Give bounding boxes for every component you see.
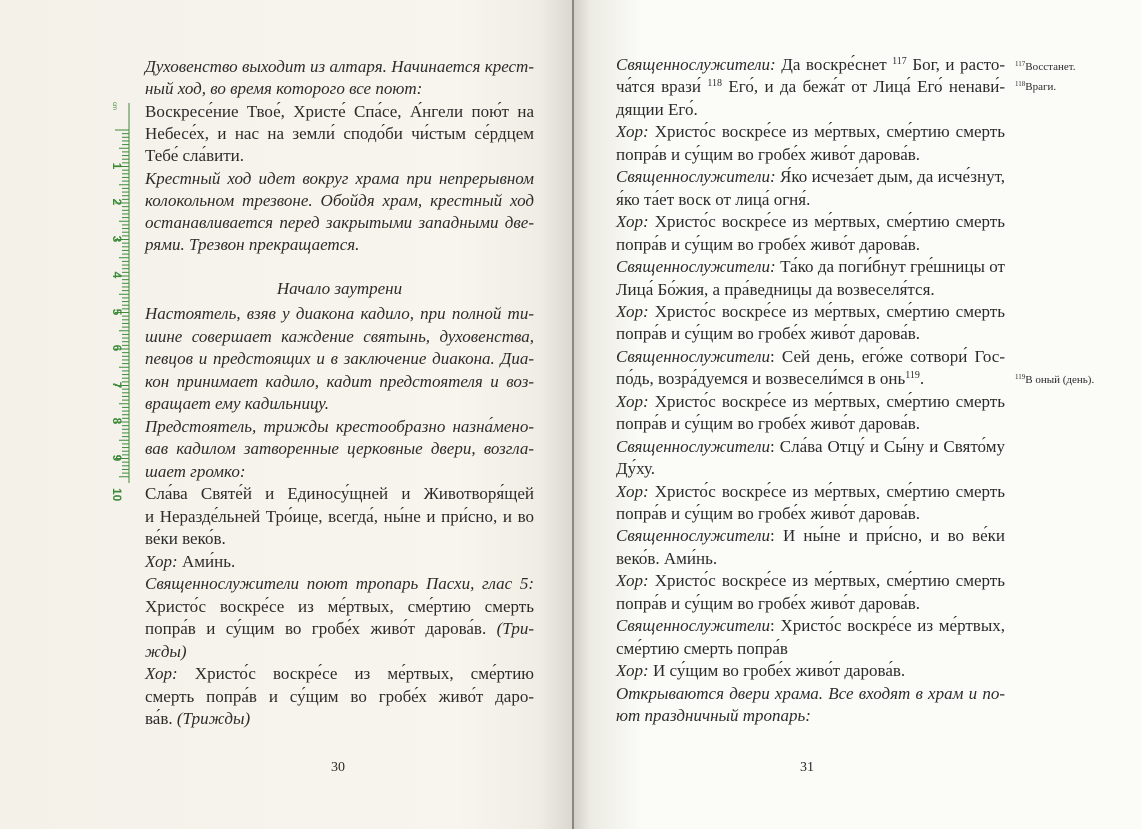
text-segment: Тебе́ сла́вити.	[145, 146, 244, 166]
footnote-ref: 118	[707, 78, 723, 90]
text-segment: Та́ко да поги́бнут гре́шницы от	[775, 257, 1005, 277]
left-text-line	[145, 663, 534, 685]
text-segment: Небесе́х, и нас на земли́ сподо́би чи́стым се́рдцем	[145, 123, 534, 143]
rubric-text: Священнослужители	[616, 526, 771, 546]
left-text-line	[145, 190, 534, 212]
margin-footnote	[1015, 60, 1075, 74]
left-text-line	[145, 438, 534, 460]
right-text-line	[616, 503, 1005, 525]
text-segment: Я́ко исчеза́ет дым, да исче́знут,	[775, 167, 1005, 187]
text-segment: попра́в и су́щим во гробе́х живо́т дарова́в.	[616, 504, 921, 523]
footnote-text: Враги.	[1025, 81, 1057, 93]
right-text-line	[616, 189, 1005, 211]
left-text-line	[145, 416, 534, 438]
text-segment: попра́в и су́щим во гробе́х живо́т дарова́в.	[616, 234, 921, 254]
text-segment: ве́ки веко́в.	[145, 529, 226, 548]
footnote-ref: 117	[892, 56, 907, 67]
book-gutter	[572, 0, 574, 829]
rubric-text: Крестный ход идет вокруг храма при непрерывном	[145, 168, 534, 188]
rubric-text: Священнослужители поют тропарь Пасхи, глас 5:	[145, 574, 534, 593]
right-text-line	[616, 144, 1005, 166]
right-text-line	[616, 368, 1005, 390]
right-text-line	[616, 166, 1005, 188]
left-text-line	[145, 573, 534, 595]
right-text-line	[616, 346, 1005, 368]
ruler-unit: cm	[111, 102, 117, 110]
rubric-text: Хор:	[616, 122, 649, 142]
right-text-line	[616, 481, 1005, 503]
text-segment: попра́в и су́щим во гробе́х живо́т дарова́в.	[616, 144, 921, 164]
margin-footnote	[1015, 373, 1094, 387]
text-segment: Его́, и да бежа́т от Лица́ Его́ ненави́-	[722, 77, 1005, 97]
right-text-line	[616, 593, 1005, 615]
ruler-label: 2	[110, 198, 124, 206]
left-text-line	[145, 596, 534, 618]
rubric-text: Настоятель, взяв у диакона кадило, при полной ти-	[145, 304, 534, 323]
ruler-label: 4	[110, 271, 124, 279]
rubric-text: вав кадилом затворенные церковные двери, возгла-	[145, 439, 534, 458]
left-text-line	[145, 618, 534, 640]
rubric-text: шине совершает каждение святынь, духовенства,	[145, 326, 534, 346]
left-text-line	[145, 348, 534, 370]
text-segment: Сла́ва Святе́й и Единосу́щней и Животворя́щей	[145, 484, 534, 503]
right-text-line	[616, 548, 1005, 570]
left-text-line	[145, 212, 534, 234]
rubric-text: Духовенство выходит из алтаря. Начинается крест-	[145, 57, 534, 76]
text-segment: Христо́с воскре́се из ме́ртвых, сме́ртию смерть	[648, 122, 1005, 142]
left-text-line	[145, 641, 534, 663]
text-segment: Христо́с воскре́се из ме́ртвых, сме́ртию смерть	[648, 212, 1005, 232]
rubric-text: жды)	[145, 641, 187, 661]
text-segment: ва́в.	[145, 709, 177, 728]
text-segment: попра́в и су́щим во гробе́х живо́т дарова́в.	[145, 619, 497, 638]
rubric-text: Священнослужители	[616, 436, 771, 456]
text-segment: по́дь, возра́дуемся и возвесели́мся в онь	[616, 369, 906, 389]
right-text-line	[616, 99, 1005, 121]
text-segment: дящии Его́.	[616, 99, 698, 119]
text-segment: Ами́нь.	[177, 551, 236, 571]
ruler-label: 9	[110, 454, 124, 461]
left-text-line	[145, 326, 534, 348]
right-text-line	[616, 256, 1005, 278]
right-text-line	[616, 76, 1005, 98]
rubric-text: Хор:	[145, 551, 178, 571]
text-segment: Лица́ Бо́жия, а пра́ведницы да возвеселя́тся.	[616, 279, 935, 299]
text-segment: ча́тся врази́	[616, 77, 708, 97]
rubric-text: рями. Трезвон прекращается.	[145, 235, 360, 255]
left-text-line	[145, 234, 534, 256]
right-text-line	[616, 121, 1005, 143]
right-text-line	[616, 570, 1005, 592]
ruler-label: 6	[110, 344, 124, 352]
page-number-right: 31	[800, 760, 814, 775]
right-text-line	[616, 615, 1005, 637]
right-text-line	[616, 436, 1005, 458]
right-text-line	[616, 301, 1005, 323]
text-segment: Бог, и расто-	[906, 55, 1005, 74]
left-text-line	[145, 303, 534, 325]
text-segment: Христо́с воскре́се из ме́ртвых, сме́ртию смерть	[648, 301, 1005, 321]
rubric-text: Хор:	[616, 212, 649, 232]
text-segment: я́ко та́ет воск от лица́ огня́.	[616, 189, 811, 209]
right-text-line	[616, 323, 1005, 345]
text-segment: веко́в. Ами́нь.	[616, 548, 718, 568]
left-text-line	[145, 56, 534, 78]
ruler-label: 3	[110, 235, 124, 242]
ruler-label: 5	[110, 308, 124, 315]
right-text-line	[616, 211, 1005, 233]
footnote-ref: 119	[905, 370, 920, 382]
text-segment: : И ны́не и при́сно, и во ве́ки	[770, 526, 1005, 546]
left-text-line	[145, 371, 534, 393]
footnote-text: Восстанет.	[1025, 61, 1076, 73]
right-text-line	[616, 279, 1005, 301]
right-text-line	[616, 458, 1005, 480]
text-segment: Христо́с воскре́се из ме́ртвых, сме́ртию	[177, 664, 534, 683]
rubric-text: Хор:	[145, 664, 178, 683]
left-text-line	[145, 461, 534, 483]
right-text-line	[616, 234, 1005, 256]
page-number-left: 30	[331, 760, 345, 775]
rubric-text: Священнослужители:	[616, 55, 776, 74]
right-text-line	[616, 683, 1005, 705]
text-segment: .	[919, 369, 925, 389]
rubric-text: шает громко:	[145, 461, 246, 481]
text-segment: Христо́с воскре́се из ме́ртвых, сме́ртию смерть	[145, 596, 534, 616]
rubric-text: Хор:	[616, 661, 649, 681]
rubric-text: ют праздничный тропарь:	[616, 706, 811, 726]
text-segment: Да воскре́снет	[775, 55, 893, 74]
left-text-line	[145, 101, 534, 123]
left-text-line	[145, 78, 534, 100]
rubric-text: останавливается перед закрытыми западными две-	[145, 213, 534, 233]
margin-footnote	[1015, 80, 1056, 94]
text-segment: Воскресе́ние Твое́, Христе́ Спа́се, А́нгели пою́т на	[145, 101, 534, 121]
text-segment: и Неразде́льней Тро́ице, всегда́, ны́не и при́сно, и во	[145, 506, 534, 526]
right-text-line	[616, 54, 1005, 76]
text-segment: : Сла́ва Отцу́ и Сы́ну и Свято́му	[770, 436, 1005, 456]
left-text-line	[145, 393, 534, 415]
text-segment: И су́щим во гробе́х живо́т дарова́в.	[648, 661, 906, 681]
footnote-number: 119	[1015, 373, 1026, 381]
rubric-text: Священнослужители	[616, 616, 771, 636]
left-text-line	[145, 551, 534, 573]
text-segment: попра́в и су́щим во гробе́х живо́т дарова́в.	[616, 414, 921, 434]
ruler-label: 1	[110, 162, 124, 169]
text-segment: Христо́с воскре́се из ме́ртвых, сме́ртию смерть	[648, 571, 1005, 591]
ruler-label: 7	[110, 381, 124, 388]
rubric-text: Начало заутрени	[276, 279, 403, 298]
rubric-text: Предстоятель, трижды крестообразно назна́мено-	[145, 416, 534, 436]
rubric-text: певцов и предстоящих и в заключение диакона. Диа-	[145, 349, 534, 368]
left-text-line	[145, 123, 534, 145]
text-segment: Ду́ху.	[616, 459, 655, 479]
rubric-text: (Трижды)	[176, 709, 251, 728]
left-text-line	[145, 708, 534, 730]
text-segment: попра́в и су́щим во гробе́х живо́т дарова́в.	[616, 324, 921, 344]
left-text-line	[145, 686, 534, 708]
left-text-line	[145, 506, 534, 528]
right-text-line	[616, 391, 1005, 413]
text-segment: : Сей день, его́же сотвори́ Гос-	[770, 346, 1005, 366]
rubric-text: (Три-	[496, 619, 534, 638]
left-text-line	[145, 168, 534, 190]
right-text-line	[616, 660, 1005, 682]
ruler-label: 8	[110, 417, 124, 425]
left-section-heading	[145, 278, 534, 300]
rubric-text: Хор:	[616, 481, 649, 501]
right-text-line	[616, 705, 1005, 727]
rubric-text: Хор:	[616, 301, 649, 321]
scan-ruler	[110, 102, 131, 502]
right-text-line	[616, 413, 1005, 435]
footnote-number: 118	[1015, 80, 1026, 88]
text-segment: : Христо́с воскре́се из ме́ртвых,	[770, 616, 1005, 636]
right-text-line	[616, 638, 1005, 660]
left-text-line	[145, 145, 534, 167]
text-segment: сме́ртию смерть попра́в	[616, 638, 788, 658]
rubric-text: вращает ему кадильницу.	[145, 394, 329, 413]
rubric-text: Открываются двери храма. Все входят в храм и по-	[616, 683, 1005, 703]
text-segment: попра́в и су́щим во гробе́х живо́т дарова́в.	[616, 593, 921, 613]
rubric-text: Священнослужители	[616, 346, 771, 366]
footnote-text: В оный (день).	[1025, 374, 1095, 386]
left-text-line	[145, 528, 534, 550]
right-text-line	[616, 525, 1005, 547]
rubric-text: Хор:	[616, 571, 649, 591]
ruler-label: 10	[110, 488, 124, 502]
rubric-text: Хор:	[616, 391, 649, 411]
text-segment: Христо́с воскре́се из ме́ртвых, сме́ртию смерть	[648, 391, 1005, 411]
text-segment: смерть попра́в и су́щим во гробе́х живо́т даро-	[145, 686, 534, 706]
left-text-line	[145, 483, 534, 505]
text-segment: Христо́с воскре́се из ме́ртвых, сме́ртию смерть	[648, 481, 1005, 501]
rubric-text: колокольном трезвоне. Обойдя храм, крестный ход	[145, 190, 534, 210]
rubric-text: ный ход, во время которого все поют:	[145, 79, 423, 99]
footnote-number: 117	[1015, 60, 1026, 68]
rubric-text: Священнослужители:	[616, 167, 776, 187]
rubric-text: Священнослужители:	[616, 257, 776, 277]
rubric-text: кон принимает кадило, кадит предстоятеля и воз-	[145, 371, 534, 391]
